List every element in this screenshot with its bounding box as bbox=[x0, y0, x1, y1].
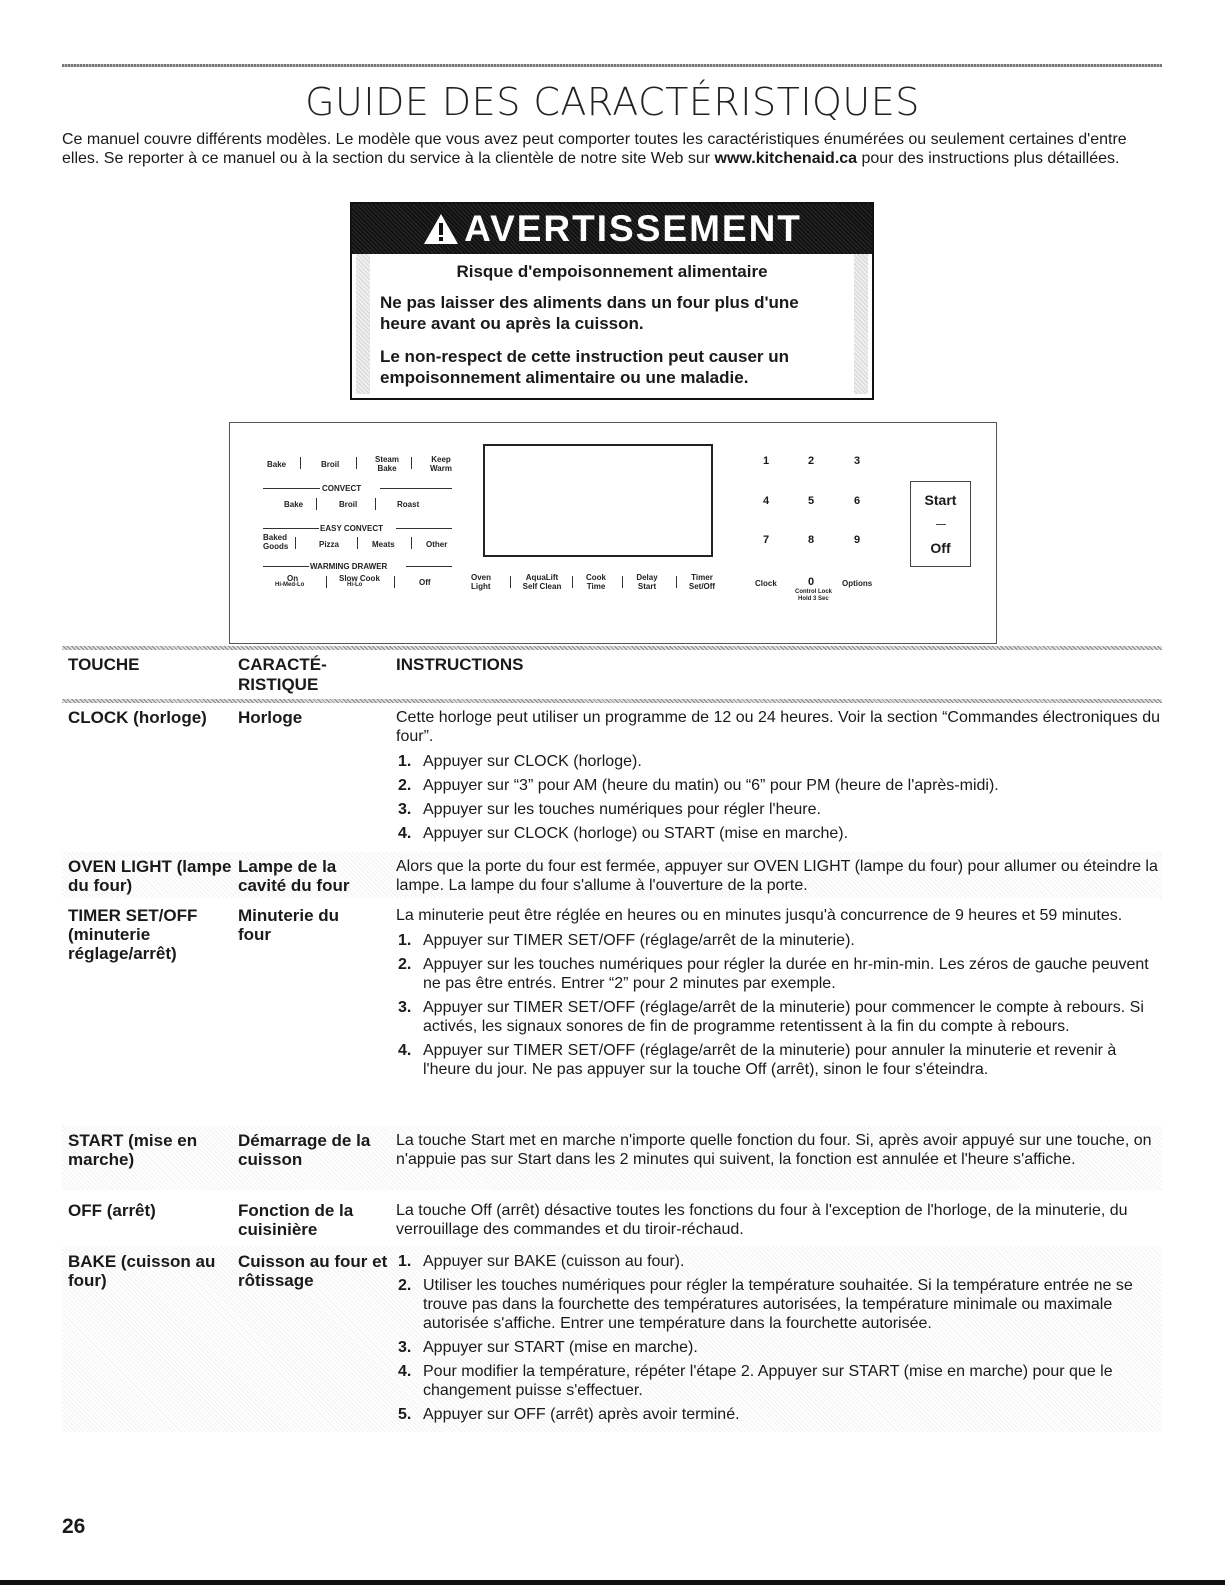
panel-bake: Bake bbox=[267, 460, 287, 469]
panel-convect-label: CONVECT bbox=[322, 484, 362, 493]
panel-convect-roast: Roast bbox=[397, 500, 420, 509]
table-row bbox=[62, 1246, 1162, 1432]
panel-steam-bake: Steam Bake bbox=[374, 455, 399, 473]
panel-clock: Clock bbox=[755, 579, 777, 588]
panel-broil: Broil bbox=[321, 460, 340, 469]
panel-oven-light: Oven Light bbox=[471, 573, 492, 591]
display-screen bbox=[483, 444, 713, 557]
panel-key-3: 3 bbox=[854, 455, 861, 467]
panel-baked-goods: Baked Goods bbox=[263, 533, 289, 551]
list-item: 2. Appuyer sur “3” pour AM (heure du matin) ou “6” pour PM (heure de l'après-midi). bbox=[398, 777, 999, 794]
table-top-rule bbox=[62, 646, 1162, 650]
row-instructions: Alors que la porte du four est fermée, appuyer sur OVEN LIGHT (lampe du four) pour allumer ou éteindre la lampe. La lampe du four s'allume à l'ouverture de la porte. bbox=[396, 858, 1158, 894]
panel-cook-time: Cook Time bbox=[586, 573, 606, 591]
panel-warming-off: Off bbox=[419, 578, 431, 587]
website-link[interactable]: www.kitchenaid.ca bbox=[714, 150, 858, 167]
warning-heading: AVERTISSEMENT bbox=[464, 208, 802, 249]
list-item: 3. Appuyer sur TIMER SET/OFF (réglage/arrêt de la minuterie) pour commencer le compte à rebours. Si activés, les signaux sonores de fin de programme retentissent à la fin du compte à rebours. bbox=[398, 999, 1144, 1035]
panel-key-1: 1 bbox=[763, 455, 770, 467]
panel-timer-set-off: Timer Set/Off bbox=[688, 573, 716, 591]
start-off-buttons bbox=[910, 481, 971, 567]
list-item: 4. Appuyer sur CLOCK (horloge) ou START (mise en marche). bbox=[398, 825, 849, 842]
list-item: 1. Appuyer sur CLOCK (horloge). bbox=[398, 753, 642, 770]
panel-key-2: 2 bbox=[808, 455, 815, 467]
panel-aqualift: AquaLift Self Clean bbox=[522, 573, 562, 591]
panel-on: On bbox=[287, 574, 299, 583]
panel-hold-3-sec: Hold 3 Sec bbox=[798, 596, 829, 602]
panel-delay-start: Delay Start bbox=[636, 573, 658, 591]
panel-convect-broil: Broil bbox=[339, 500, 358, 509]
warning-text-1: Ne pas laisser des aliments dans un four plus d'une heure avant ou après la cuisson. bbox=[380, 293, 799, 333]
list-item: 3. Appuyer sur START (mise en marche). bbox=[398, 1339, 698, 1356]
header-caracteristique: CARACTÉ-RISTIQUE bbox=[238, 655, 327, 694]
row-instructions: La touche Start met en marche n'importe quelle fonction du four. Si, après avoir appuyé sur une touche, on n'appuie pas sur Start dans les 2 minutes qui suivent, la fonction est annulée et l'heure s'affiche. bbox=[396, 1132, 1152, 1168]
intro-paragraph: Ce manuel couvre différents modèles. Le modèle que vous avez peut comporter toutes les caractéristiques énumérées ou seulement certaines d'entre elles. Se reporter à ce manuel ou à la section du service à la clientèle de notre site Web sur www.kitchenaid.ca pour des instructions plus détaillées. bbox=[62, 131, 1127, 167]
panel-warming-drawer-label: WARMING DRAWER bbox=[310, 562, 388, 571]
row-feature: Lampe de la cavité du four bbox=[238, 857, 350, 895]
list-item: 2. Appuyer sur les touches numériques pour régler la durée en hr-min-min. Les zéros de gauche peuvent ne pas être entrés. Entrer “2” pour 2 minutes par exemple. bbox=[398, 956, 1149, 992]
panel-key-7: 7 bbox=[763, 534, 770, 546]
row-feature: Horloge bbox=[238, 708, 303, 727]
panel-control-lock: Control Lock bbox=[795, 589, 832, 595]
header-instructions: INSTRUCTIONS bbox=[396, 655, 524, 674]
bottom-rule bbox=[0, 1580, 1225, 1585]
panel-key-0: 0 bbox=[808, 576, 815, 588]
warning-text-2: Le non-respect de cette instruction peut causer un empoisonnement alimentaire ou une maladie. bbox=[380, 347, 790, 387]
row-feature: Minuterie du four bbox=[238, 906, 340, 944]
list-item: 5. Appuyer sur OFF (arrêt) après avoir terminé. bbox=[398, 1406, 740, 1423]
table-header-rule bbox=[62, 699, 1162, 703]
warning-subtitle: Risque d'empoisonnement alimentaire bbox=[456, 262, 768, 281]
row-instructions bbox=[396, 1252, 1162, 1429]
header-touche: TOUCHE bbox=[68, 655, 140, 674]
list-item: 2. Utiliser les touches numériques pour régler la température souhaitée. Si la température entrée ne se trouve pas dans la fourchette des températures autorisées, la température minimale ou maximale autorisée s'affiche. Entrer une température dans la fourchette autorisée. bbox=[398, 1277, 1133, 1332]
list-item: 1. Appuyer sur TIMER SET/OFF (réglage/arrêt de la minuterie). bbox=[398, 932, 855, 949]
table-row bbox=[62, 852, 1162, 898]
list-item: 3. Appuyer sur les touches numériques pour régler l'heure. bbox=[398, 801, 821, 818]
row-feature: Fonction de la cuisinière bbox=[238, 1201, 354, 1239]
row-key: OFF (arrêt) bbox=[68, 1201, 156, 1220]
panel-meats: Meats bbox=[372, 540, 395, 549]
row-key: CLOCK (horloge) bbox=[68, 708, 207, 727]
row-feature: Démarrage de la cuisson bbox=[238, 1131, 371, 1169]
panel-key-5: 5 bbox=[808, 495, 815, 507]
page-number: 26 bbox=[62, 1515, 86, 1538]
table-row bbox=[62, 1126, 1162, 1190]
panel-key-8: 8 bbox=[808, 534, 815, 546]
panel-key-9: 9 bbox=[854, 534, 861, 546]
control-panel-diagram bbox=[229, 422, 997, 644]
row-key: BAKE (cuisson au four) bbox=[68, 1252, 216, 1290]
list-item: 4. Pour modifier la température, répéter l'étape 2. Appuyer sur START (mise en marche) pour que le changement puisse s'effectuer. bbox=[398, 1363, 1113, 1399]
page-title: GUIDE DES CARACTÉRISTIQUES bbox=[305, 80, 920, 124]
row-instructions: La minuterie peut être réglée en heures ou en minutes jusqu'à concurrence de 9 heures et 59 minutes. 1. Appuyer sur TIMER SET/OFF (réglage/arrêt de la minuterie). 2. Appuyer sur les touches numériques pour régler la durée en hr-min-min. Les zéros de gauche peuvent ne pas être entrés. Entrer “2” pour 2 minutes par exemple. 3. Appuyer sur TIMER SET/OFF (réglage/arrêt de la minuterie) pour commencer le compte à rebours. Si activés, les signaux sonores de fin de programme retentissent à la fin du compte à rebours. 4. Appuyer sur TIMER SET/OFF (réglage/arrêt de la minuterie) pour annuler la minuterie et revenir à l'heure du jour. Ne pas appuyer sur la touche Off (arrêt), sinon le four s'éteindra. bbox=[396, 906, 1162, 1084]
row-instructions: La touche Off (arrêt) désactive toutes les fonctions du four à l'exception de l'horloge, de la minuterie, du verrouillage des commandes et du tiroir-réchaud. bbox=[396, 1202, 1128, 1238]
panel-keep-warm: Keep Warm bbox=[430, 455, 452, 473]
panel-off: Off bbox=[930, 540, 951, 556]
row-feature: Cuisson au four et rôtissage bbox=[238, 1252, 388, 1290]
panel-hi-med-lo: Hi-Med-Lo bbox=[275, 582, 305, 588]
panel-options: Options bbox=[842, 579, 873, 588]
row-key: TIMER SET/OFF (minuterie réglage/arrêt) bbox=[68, 906, 198, 963]
row-key: START (mise en marche) bbox=[68, 1131, 198, 1169]
panel-key-6: 6 bbox=[854, 495, 861, 507]
panel-pizza: Pizza bbox=[319, 540, 340, 549]
warning-header bbox=[352, 204, 872, 254]
panel-convect-bake: Bake bbox=[284, 500, 304, 509]
table-row bbox=[62, 708, 1162, 848]
panel-slow-cook: Slow Cook bbox=[339, 574, 380, 583]
panel-key-4: 4 bbox=[763, 495, 770, 507]
panel-other: Other bbox=[426, 540, 448, 549]
panel-easy-convect-label: EASY CONVECT bbox=[320, 524, 383, 533]
list-item: 4. Appuyer sur TIMER SET/OFF (réglage/arrêt de la minuterie) pour annuler la minuterie et revenir à l'heure du jour. Ne pas appuyer sur la touche Off (arrêt), sinon le four s'éteindra. bbox=[398, 1042, 1117, 1078]
row-key: OVEN LIGHT (lampe du four) bbox=[68, 857, 232, 895]
row-instructions: Cette horloge peut utiliser un programme de 12 ou 24 heures. Voir la section “Commandes électroniques du four”. 1. Appuyer sur CLOCK (horloge). 2. Appuyer sur “3” pour AM (heure du matin) ou “6” pour PM (heure de l'après-midi). 3. Appuyer sur les touches numériques pour régler l'heure. 4. Appuyer sur CLOCK (horloge) ou START (mise en marche). bbox=[396, 709, 1160, 842]
warning-triangle-icon bbox=[422, 212, 460, 246]
top-rule bbox=[62, 64, 1162, 67]
table-row bbox=[62, 906, 1162, 1126]
list-item: 1. Appuyer sur BAKE (cuisson au four). bbox=[398, 1253, 685, 1270]
table-row bbox=[62, 1201, 1162, 1249]
panel-hi-lo: Hi-Lo bbox=[347, 582, 363, 588]
warning-box bbox=[350, 202, 874, 400]
panel-start: Start bbox=[924, 492, 957, 508]
